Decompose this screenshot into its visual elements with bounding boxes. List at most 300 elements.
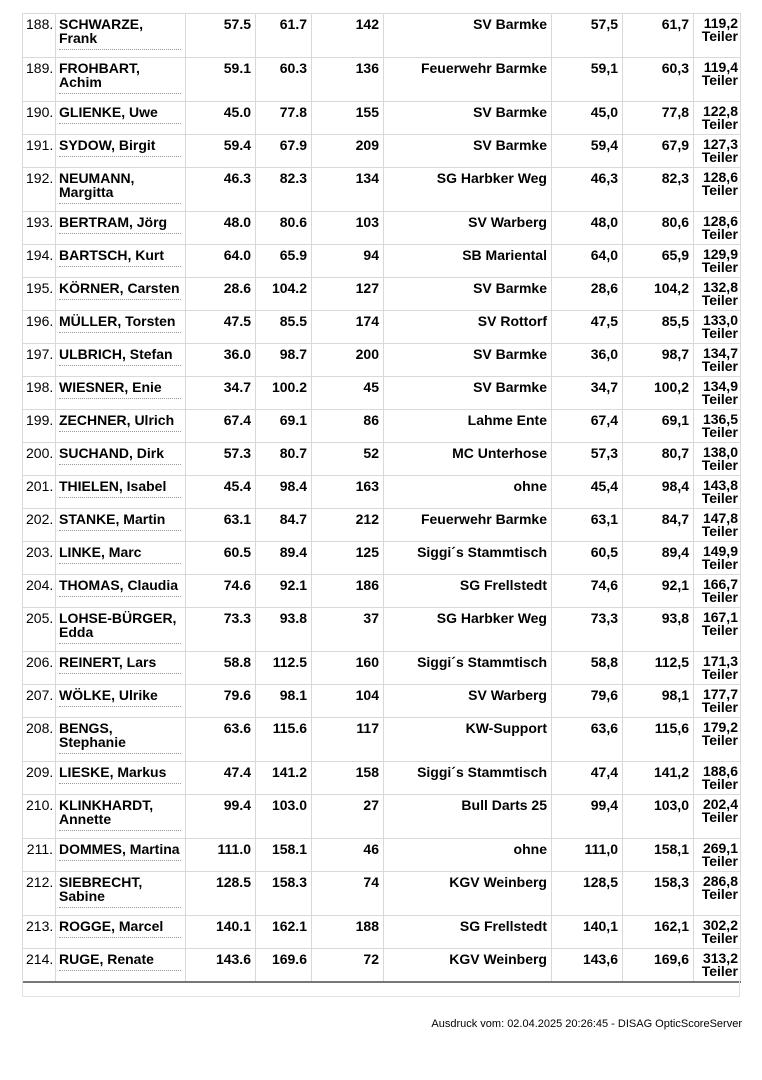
rank-text: 197. xyxy=(26,346,54,362)
rank-cell xyxy=(23,58,56,102)
score-1-text: 74.6 xyxy=(223,577,251,593)
club-text: SV Barmke xyxy=(473,280,547,296)
start-number-cell xyxy=(312,443,384,476)
total-value: 127,3 xyxy=(702,136,738,152)
value-1-cell xyxy=(552,949,623,983)
signature-line xyxy=(59,203,181,204)
value-2-text: 85,5 xyxy=(661,313,689,329)
value-1-text: 45,0 xyxy=(590,104,618,120)
rank-cell xyxy=(23,652,56,685)
start-number-text: 160 xyxy=(355,654,379,670)
score-2-cell xyxy=(256,14,312,58)
club-cell xyxy=(384,443,552,476)
value-1-text: 57,3 xyxy=(590,445,618,461)
score-2-text: 100.2 xyxy=(271,379,307,395)
total-cell xyxy=(694,102,741,135)
name-text: NEUMANN, Margitta xyxy=(59,170,135,200)
value-1-cell xyxy=(552,212,623,245)
total-value: 149,9 xyxy=(702,543,738,559)
start-number-text: 212 xyxy=(355,511,379,527)
score-1-cell xyxy=(186,509,256,542)
club-cell xyxy=(384,476,552,509)
score-2-text: 98.1 xyxy=(279,687,307,703)
rank-text: 201. xyxy=(26,478,54,494)
table-row xyxy=(23,762,741,795)
name-text: ULBRICH, Stefan xyxy=(59,346,173,362)
start-number-text: 74 xyxy=(363,874,379,890)
value-1-text: 59,4 xyxy=(590,137,618,153)
table-row xyxy=(23,718,741,762)
table-row xyxy=(23,608,741,652)
value-2-text: 61,7 xyxy=(661,16,689,32)
start-number-text: 136 xyxy=(355,60,379,76)
value-2-cell xyxy=(623,762,694,795)
signature-line xyxy=(59,970,181,971)
club-cell xyxy=(384,949,552,983)
score-2-cell xyxy=(256,102,312,135)
score-2-cell xyxy=(256,311,312,344)
score-2-cell xyxy=(256,509,312,542)
value-2-text: 82,3 xyxy=(661,170,689,186)
start-number-text: 117 xyxy=(356,720,379,736)
rank-cell xyxy=(23,102,56,135)
total-unit: Teiler xyxy=(701,523,738,539)
value-1-text: 111,0 xyxy=(584,841,618,857)
start-number-cell xyxy=(312,608,384,652)
score-2-text: 158.1 xyxy=(271,841,307,857)
signature-line xyxy=(59,398,181,399)
name-text: STANKE, Martin xyxy=(59,511,166,527)
signature-line xyxy=(59,266,181,267)
score-1-cell xyxy=(186,245,256,278)
rank-text: 194. xyxy=(26,247,54,263)
rank-text: 190. xyxy=(26,104,54,120)
score-1-cell xyxy=(186,14,256,58)
club-text: Feuerwehr Barmke xyxy=(420,511,547,527)
value-1-text: 79,6 xyxy=(590,687,618,703)
start-number-text: 174 xyxy=(355,313,379,329)
name-text: ROGGE, Marcel xyxy=(59,918,164,934)
name-cell xyxy=(56,762,186,795)
rank-text: 191. xyxy=(26,137,54,153)
rank-text: 188. xyxy=(26,16,54,32)
value-2-text: 98,4 xyxy=(661,478,689,494)
value-1-cell xyxy=(552,872,623,916)
total-cell xyxy=(694,443,741,476)
signature-line xyxy=(59,860,181,861)
signature-line xyxy=(59,753,181,754)
club-cell xyxy=(384,509,552,542)
start-number-cell xyxy=(312,377,384,410)
rank-cell xyxy=(23,212,56,245)
score-2-cell xyxy=(256,443,312,476)
signature-line xyxy=(59,233,181,234)
name-cell xyxy=(56,135,186,168)
value-1-text: 47,4 xyxy=(590,764,618,780)
name-text: DOMMES, Martina xyxy=(59,841,180,857)
score-1-text: 57.5 xyxy=(223,16,251,32)
score-1-text: 28.6 xyxy=(223,280,251,296)
value-2-cell xyxy=(623,652,694,685)
value-1-text: 28,6 xyxy=(590,280,618,296)
score-2-cell xyxy=(256,476,312,509)
value-1-cell xyxy=(552,278,623,311)
total-unit: Teiler xyxy=(701,116,738,132)
signature-line xyxy=(59,937,181,938)
value-2-text: 104,2 xyxy=(653,280,689,296)
value-1-cell xyxy=(552,542,623,575)
score-2-cell xyxy=(256,58,312,102)
table-row xyxy=(23,916,741,949)
value-2-cell xyxy=(623,102,694,135)
total-cell xyxy=(694,509,741,542)
total-unit: Teiler xyxy=(701,853,738,869)
value-2-text: 162,1 xyxy=(653,918,689,934)
value-2-cell xyxy=(623,311,694,344)
total-value: 179,2 xyxy=(702,719,738,735)
score-2-cell xyxy=(256,718,312,762)
rank-text: 203. xyxy=(26,544,54,560)
value-2-cell xyxy=(623,718,694,762)
rank-cell xyxy=(23,575,56,608)
value-2-cell xyxy=(623,377,694,410)
total-value: 134,9 xyxy=(702,378,738,394)
name-cell xyxy=(56,168,186,212)
value-2-cell xyxy=(623,14,694,58)
total-unit: Teiler xyxy=(701,963,738,979)
total-cell xyxy=(694,718,741,762)
signature-line xyxy=(59,783,181,784)
score-2-cell xyxy=(256,872,312,916)
club-cell xyxy=(384,795,552,839)
total-cell xyxy=(694,58,741,102)
score-1-text: 128.5 xyxy=(215,874,251,890)
rank-cell xyxy=(23,872,56,916)
score-1-text: 59.1 xyxy=(223,60,251,76)
value-1-text: 67,4 xyxy=(590,412,618,428)
score-2-cell xyxy=(256,795,312,839)
score-2-cell xyxy=(256,608,312,652)
club-cell xyxy=(384,344,552,377)
total-cell xyxy=(694,872,741,916)
name-text: THIELEN, Isabel xyxy=(59,478,167,494)
table-row xyxy=(23,542,741,575)
total-unit: Teiler xyxy=(701,556,738,572)
total-cell xyxy=(694,344,741,377)
rank-cell xyxy=(23,608,56,652)
value-1-cell xyxy=(552,168,623,212)
value-1-cell xyxy=(552,135,623,168)
value-2-cell xyxy=(623,509,694,542)
club-text: KGV Weinberg xyxy=(449,874,547,890)
rank-cell xyxy=(23,311,56,344)
score-1-text: 111.0 xyxy=(217,841,251,857)
signature-line xyxy=(59,49,181,50)
score-1-cell xyxy=(186,575,256,608)
club-text: Lahme Ente xyxy=(467,412,547,428)
score-2-cell xyxy=(256,762,312,795)
table-row xyxy=(23,278,741,311)
rank-cell xyxy=(23,443,56,476)
signature-line xyxy=(59,365,181,366)
value-2-cell xyxy=(623,575,694,608)
name-text: BERTRAM, Jörg xyxy=(59,214,168,230)
total-unit: Teiler xyxy=(701,28,738,44)
start-number-cell xyxy=(312,575,384,608)
signature-line xyxy=(59,530,181,531)
name-text: SUCHAND, Dirk xyxy=(59,445,165,461)
score-2-text: 89.4 xyxy=(279,544,307,560)
score-2-cell xyxy=(256,542,312,575)
value-2-text: 112,5 xyxy=(654,654,689,670)
table-row xyxy=(23,212,741,245)
total-unit: Teiler xyxy=(701,699,738,715)
name-text: LOHSE-BÜRGER, Edda xyxy=(59,610,177,640)
rank-text: 209. xyxy=(26,764,54,780)
score-1-cell xyxy=(186,212,256,245)
rank-text: 205. xyxy=(26,610,54,626)
signature-line xyxy=(59,830,181,831)
table-row xyxy=(23,58,741,102)
rank-text: 208. xyxy=(26,720,54,736)
total-cell xyxy=(694,377,741,410)
club-cell xyxy=(384,652,552,685)
name-cell xyxy=(56,916,186,949)
name-text: RUGE, Renate xyxy=(59,951,154,967)
score-2-text: 169.6 xyxy=(271,951,307,967)
signature-line xyxy=(59,497,181,498)
rank-text: 207. xyxy=(26,687,54,703)
total-unit: Teiler xyxy=(701,622,738,638)
rank-cell xyxy=(23,377,56,410)
start-number-text: 200 xyxy=(355,346,379,362)
signature-line xyxy=(59,596,181,597)
value-2-cell xyxy=(623,212,694,245)
score-1-cell xyxy=(186,685,256,718)
value-1-cell xyxy=(552,443,623,476)
value-1-text: 46,3 xyxy=(590,170,618,186)
value-1-cell xyxy=(552,685,623,718)
table-row xyxy=(23,509,741,542)
value-1-text: 63,1 xyxy=(590,511,618,527)
score-1-text: 48.0 xyxy=(223,214,251,230)
start-number-text: 142 xyxy=(355,16,379,32)
value-1-text: 47,5 xyxy=(590,313,618,329)
total-cell xyxy=(694,135,741,168)
table-row xyxy=(23,476,741,509)
table-row xyxy=(23,949,741,983)
score-1-text: 67.4 xyxy=(223,412,251,428)
total-value: 134,7 xyxy=(702,345,738,361)
start-number-text: 27 xyxy=(363,797,379,813)
score-2-text: 92.1 xyxy=(279,577,307,593)
score-2-text: 84.7 xyxy=(279,511,307,527)
name-cell xyxy=(56,311,186,344)
table-row xyxy=(23,102,741,135)
name-text: KLINKHARDT, Annette xyxy=(59,797,154,827)
score-2-text: 115.6 xyxy=(272,720,307,736)
club-text: Bull Darts 25 xyxy=(461,797,547,813)
start-number-cell xyxy=(312,718,384,762)
start-number-text: 134 xyxy=(355,170,379,186)
value-1-text: 74,6 xyxy=(590,577,618,593)
score-1-cell xyxy=(186,949,256,983)
club-cell xyxy=(384,245,552,278)
club-text: SV Barmke xyxy=(473,104,547,120)
value-1-cell xyxy=(552,509,623,542)
score-2-cell xyxy=(256,168,312,212)
name-text: ZECHNER, Ulrich xyxy=(59,412,175,428)
name-cell xyxy=(56,476,186,509)
score-2-cell xyxy=(256,278,312,311)
value-1-text: 45,4 xyxy=(590,478,618,494)
start-number-text: 72 xyxy=(363,951,379,967)
value-1-text: 63,6 xyxy=(590,720,618,736)
score-1-text: 63.6 xyxy=(223,720,251,736)
value-2-text: 115,6 xyxy=(654,720,689,736)
start-number-cell xyxy=(312,14,384,58)
score-2-cell xyxy=(256,410,312,443)
start-number-text: 188 xyxy=(355,918,379,934)
value-2-text: 92,1 xyxy=(661,577,689,593)
value-1-text: 73,3 xyxy=(590,610,618,626)
rank-cell xyxy=(23,168,56,212)
total-cell xyxy=(694,916,741,949)
club-cell xyxy=(384,212,552,245)
rank-cell xyxy=(23,476,56,509)
name-text: MÜLLER, Torsten xyxy=(59,313,176,329)
start-number-cell xyxy=(312,344,384,377)
total-unit: Teiler xyxy=(701,776,738,792)
table-row xyxy=(23,685,741,718)
score-2-text: 98.4 xyxy=(279,478,307,494)
score-2-cell xyxy=(256,135,312,168)
value-2-text: 80,7 xyxy=(661,445,689,461)
rank-text: 193. xyxy=(26,214,54,230)
start-number-cell xyxy=(312,245,384,278)
score-1-cell xyxy=(186,278,256,311)
value-1-text: 99,4 xyxy=(590,797,618,813)
signature-line xyxy=(59,673,181,674)
start-number-text: 103 xyxy=(355,214,379,230)
name-cell xyxy=(56,839,186,872)
rank-cell xyxy=(23,949,56,983)
value-1-text: 128,5 xyxy=(582,874,618,890)
name-text: FROHBART, Achim xyxy=(59,60,140,90)
name-cell xyxy=(56,795,186,839)
value-2-text: 93,8 xyxy=(661,610,689,626)
score-1-text: 34.7 xyxy=(223,379,251,395)
name-cell xyxy=(56,58,186,102)
score-1-cell xyxy=(186,443,256,476)
value-2-cell xyxy=(623,949,694,983)
value-1-cell xyxy=(552,718,623,762)
value-1-cell xyxy=(552,839,623,872)
value-2-cell xyxy=(623,443,694,476)
club-text: Siggi´s Stammtisch xyxy=(417,764,547,780)
signature-line xyxy=(59,907,181,908)
score-2-cell xyxy=(256,575,312,608)
name-text: LINKE, Marc xyxy=(59,544,142,560)
score-1-cell xyxy=(186,377,256,410)
start-number-text: 155 xyxy=(355,104,379,120)
total-unit: Teiler xyxy=(701,424,738,440)
total-value: 132,8 xyxy=(702,279,738,295)
name-text: GLIENKE, Uwe xyxy=(59,104,158,120)
start-number-text: 94 xyxy=(363,247,379,263)
start-number-cell xyxy=(312,135,384,168)
total-value: 286,8 xyxy=(702,873,738,889)
value-2-cell xyxy=(623,58,694,102)
score-2-text: 67.9 xyxy=(279,137,307,153)
club-cell xyxy=(384,762,552,795)
table-row xyxy=(23,795,741,839)
total-unit: Teiler xyxy=(701,490,738,506)
score-2-text: 80.7 xyxy=(279,445,307,461)
score-2-cell xyxy=(256,344,312,377)
score-1-text: 47.4 xyxy=(223,764,251,780)
name-text: SYDOW, Birgit xyxy=(59,137,156,153)
club-cell xyxy=(384,718,552,762)
rank-text: 189. xyxy=(26,60,54,76)
club-cell xyxy=(384,278,552,311)
value-1-cell xyxy=(552,377,623,410)
value-1-cell xyxy=(552,916,623,949)
signature-line xyxy=(59,706,181,707)
club-text: SG Harbker Weg xyxy=(436,610,547,626)
name-cell xyxy=(56,509,186,542)
rank-text: 212. xyxy=(26,874,54,890)
rank-cell xyxy=(23,839,56,872)
name-text: LIESKE, Markus xyxy=(59,764,167,780)
score-1-cell xyxy=(186,762,256,795)
signature-line xyxy=(59,563,181,564)
value-2-cell xyxy=(623,278,694,311)
club-cell xyxy=(384,102,552,135)
club-text: Feuerwehr Barmke xyxy=(420,60,547,76)
total-value: 171,3 xyxy=(702,653,738,669)
club-text: MC Unterhose xyxy=(452,445,547,461)
total-cell xyxy=(694,652,741,685)
score-1-cell xyxy=(186,102,256,135)
start-number-text: 209 xyxy=(355,137,379,153)
score-2-cell xyxy=(256,949,312,983)
score-2-text: 98.7 xyxy=(279,346,307,362)
score-1-text: 47.5 xyxy=(223,313,251,329)
total-cell xyxy=(694,245,741,278)
club-cell xyxy=(384,608,552,652)
start-number-cell xyxy=(312,652,384,685)
score-1-cell xyxy=(186,652,256,685)
score-2-text: 65.9 xyxy=(279,247,307,263)
rank-cell xyxy=(23,762,56,795)
club-text: SG Frellstedt xyxy=(459,577,547,593)
total-unit: Teiler xyxy=(701,292,738,308)
total-cell xyxy=(694,410,741,443)
total-unit: Teiler xyxy=(701,358,738,374)
name-cell xyxy=(56,245,186,278)
rank-cell xyxy=(23,509,56,542)
score-2-text: 93.8 xyxy=(279,610,307,626)
name-cell xyxy=(56,344,186,377)
rank-cell xyxy=(23,916,56,949)
value-2-text: 89,4 xyxy=(661,544,689,560)
total-unit: Teiler xyxy=(701,149,738,165)
total-value: 202,4 xyxy=(702,796,738,812)
club-cell xyxy=(384,839,552,872)
score-1-text: 64.0 xyxy=(223,247,251,263)
value-2-text: 158,3 xyxy=(653,874,689,890)
